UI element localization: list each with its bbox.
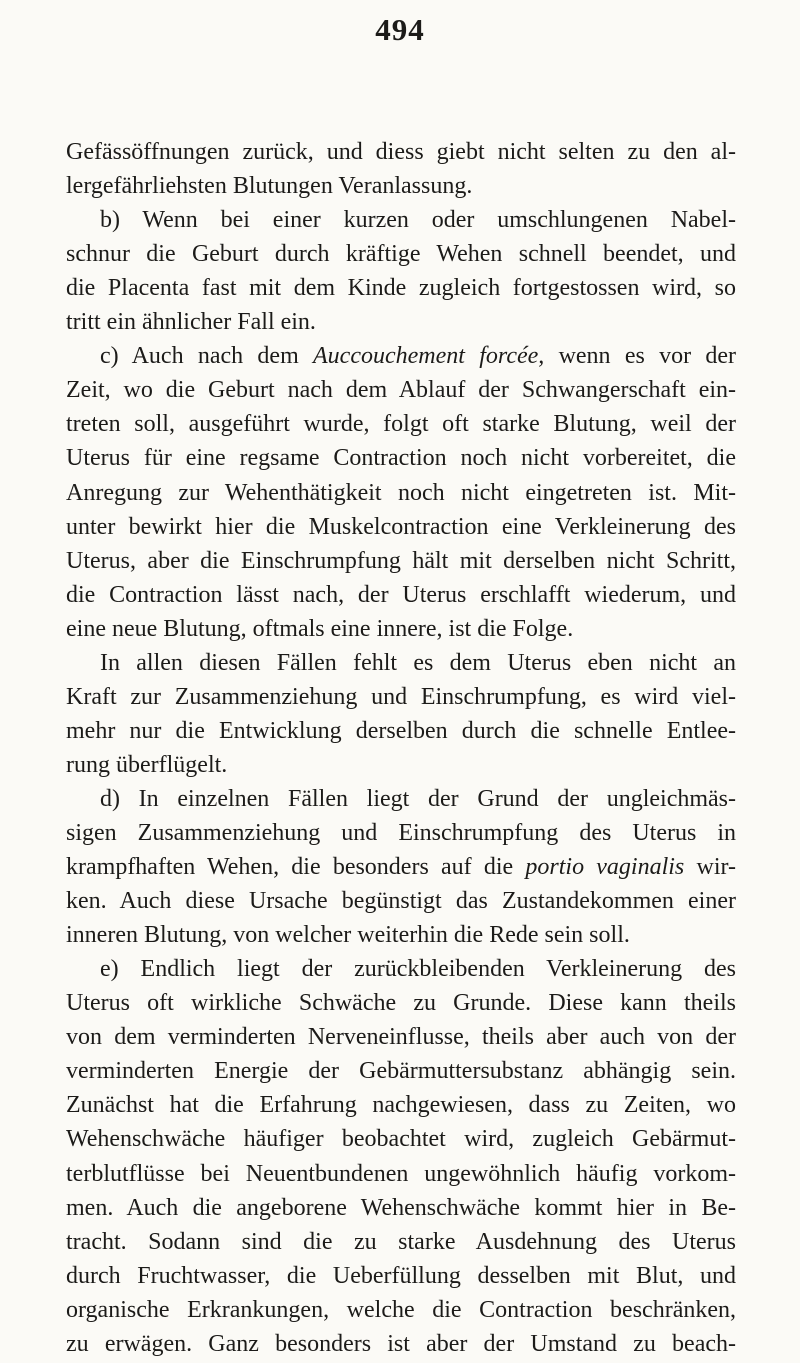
text-run: tracht. Sodann sind die zu starke Ausdehnung des Uterus (66, 1228, 736, 1255)
text-run: rung überflügelt. (66, 751, 228, 778)
text-line (66, 167, 736, 205)
text-line (66, 576, 736, 614)
text-line (100, 644, 736, 682)
text-line (66, 1189, 736, 1227)
text-line (66, 439, 736, 477)
text-run: wenn es vor der (544, 343, 736, 370)
text-run: lergefährliehsten Blutungen Veranlassung. (66, 173, 473, 200)
text-run: treten soll, ausgeführt wurde, folgt oft starke Blutung, weil der (66, 411, 736, 438)
text-line (66, 405, 736, 443)
text-line (66, 712, 736, 750)
text-run: Zunächst hat die Erfahrung nachgewiesen, dass zu Zeiten, wo (66, 1092, 736, 1119)
text-run: e) Endlich liegt der zurückbleibenden Verkleinerung des (100, 956, 736, 983)
text-run: c) Auch nach dem (100, 343, 314, 370)
text-run: Wehenschwäche häufiger beobachtet wird, zugleich Gebärmut- (66, 1126, 736, 1153)
text-line (66, 984, 736, 1022)
italic-term: Auccouchement forcée, (313, 343, 545, 370)
italic-term: portio vaginalis (525, 854, 685, 881)
text-line (66, 916, 736, 954)
text-run: unter bewirkt hier die Muskelcontraction eine Verkleinerung des (66, 513, 736, 540)
text-run: Uterus oft wirkliche Schwäche zu Grunde. Diese kann theils (66, 990, 736, 1017)
text-line (66, 678, 736, 716)
text-line (66, 1086, 736, 1124)
text-run: Anregung zur Wehenthätigkeit noch nicht eingetreten ist. Mit- (66, 479, 736, 506)
text-run: schnur die Geburt durch kräftige Wehen schnell beendet, und (66, 241, 736, 268)
text-line (66, 303, 736, 341)
text-run: krampfhaften Wehen, die besonders auf die (66, 854, 526, 881)
text-line (100, 337, 736, 375)
text-line (66, 882, 736, 920)
text-run: Gefässöffnungen zurück, und diess giebt nicht selten zu den al- (66, 139, 736, 165)
text-line (66, 814, 736, 852)
text-run: terblutflüsse bei Neuentbundenen ungewöhnlich häufig vorkom- (66, 1160, 736, 1187)
text-run: Uterus, aber die Einschrumpfung hält mit derselben nicht Schritt, (66, 547, 736, 574)
text-run: wir- (684, 854, 736, 881)
text-line (66, 371, 736, 409)
text-run: Kraft zur Zusammenziehung und Einschrumpfung, es wird viel- (66, 683, 736, 710)
text-line (66, 1325, 736, 1363)
text-line (66, 1120, 736, 1158)
text-run: zu erwägen. Ganz besonders ist aber der Umstand zu beach- (66, 1330, 736, 1357)
text-line (100, 950, 736, 988)
text-line (66, 133, 736, 171)
text-run: b) Wenn bei einer kurzen oder umschlungenen Nabel- (100, 207, 736, 234)
text-run: die Contraction lässt nach, der Uterus erschlafft wiederum, und (66, 581, 736, 608)
text-line (100, 780, 736, 818)
text-run: Zeit, wo die Geburt nach dem Ablauf der Schwangerschaft ein- (66, 377, 736, 404)
text-run: mehr nur die Entwicklung derselben durch die schnelle Entlee- (66, 717, 736, 744)
text-run: von dem verminderten Nerveneinflusse, theils aber auch von der (66, 1024, 736, 1051)
text-run: die Placenta fast mit dem Kinde zugleich fortgestossen wird, so (66, 275, 736, 302)
text-run: inneren Blutung, von welcher weiterhin die Rede sein soll. (66, 922, 630, 949)
text-run: ken. Auch diese Ursache begünstigt das Zustandekommen einer (66, 888, 736, 915)
text-line (66, 848, 736, 886)
text-line (66, 542, 736, 580)
text-line (66, 1018, 736, 1056)
page-number: 494 (375, 12, 425, 47)
text-line (66, 1291, 736, 1329)
text-run: durch Fruchtwasser, die Ueberfüllung desselben mit Blut, und (66, 1262, 736, 1289)
text-run: sigen Zusammenziehung und Einschrumpfung des Uterus in (66, 820, 736, 846)
text-line (66, 235, 736, 273)
text-run: men. Auch die angeborene Wehenschwäche kommt hier in Be- (66, 1194, 736, 1221)
text-line (66, 746, 736, 784)
text-line (66, 1223, 736, 1261)
text-line (100, 201, 736, 239)
text-run: verminderten Energie der Gebärmuttersubstanz abhängig sein. (66, 1058, 736, 1085)
text-line (66, 1052, 736, 1090)
text-line (66, 474, 736, 512)
text-run: Uterus für eine regsame Contraction noch nicht vorbereitet, die (66, 445, 736, 472)
text-line (66, 1257, 736, 1295)
text-run: d) In einzelnen Fällen liegt der Grund der ungleichmäs- (100, 785, 736, 812)
text-line (66, 269, 736, 307)
text-run: In allen diesen Fällen fehlt es dem Uterus eben nicht an (100, 649, 736, 676)
text-line (66, 508, 736, 546)
text-line (66, 610, 736, 648)
text-run: tritt ein ähnlicher Fall ein. (66, 309, 316, 336)
text-run: eine neue Blutung, oftmals eine innere, ist die Folge. (66, 615, 574, 642)
text-line (66, 1155, 736, 1193)
text-run: organische Erkrankungen, welche die Contraction beschränken, (66, 1296, 736, 1323)
